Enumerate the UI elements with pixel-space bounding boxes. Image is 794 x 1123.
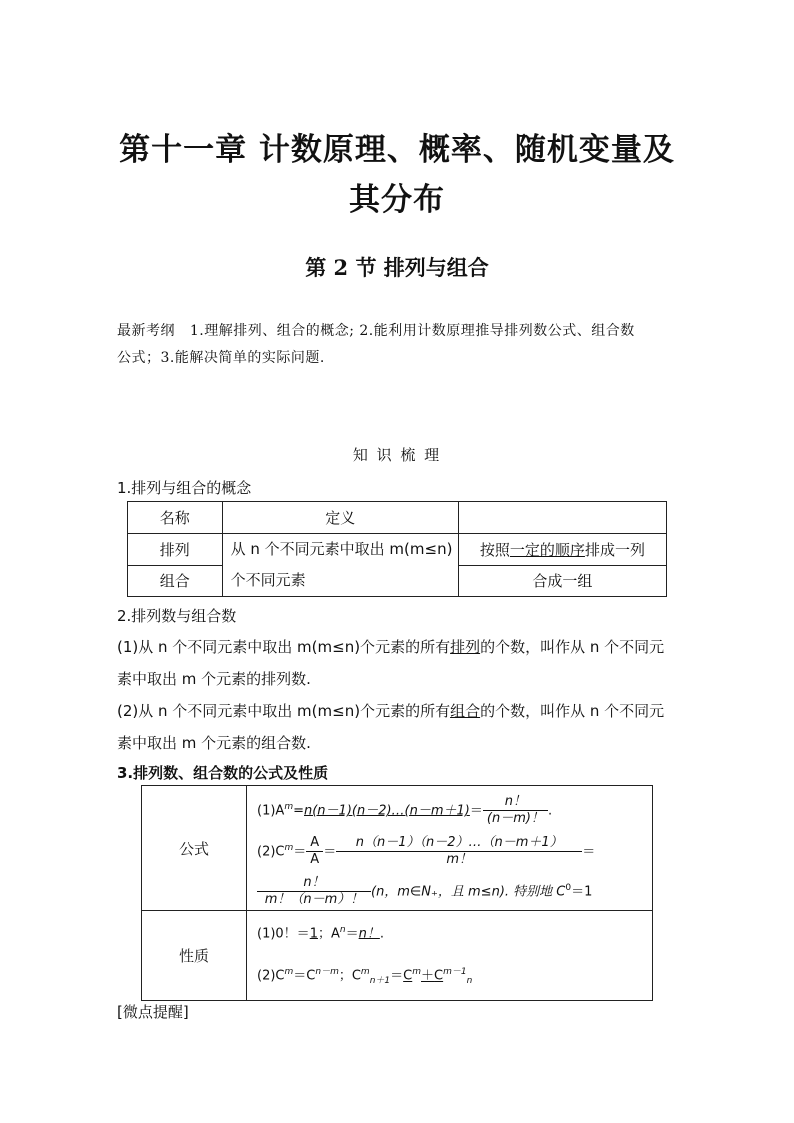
property-line1 — [257, 911, 652, 953]
knowledge-title: 知 识 梳 理 — [352, 446, 442, 464]
p1-a: (1)0！＝ — [257, 926, 310, 942]
section3-title: 3.排列数、组合数的公式及性质 — [117, 764, 329, 782]
syllabus-line2: 公式；3.能解决简单的实际问题. — [117, 350, 325, 366]
header-name: 名称 — [128, 502, 223, 534]
section-title: 第 2 节 排列与组合 — [305, 255, 489, 280]
s2-p1-c: 素中取出 m 个元素的排列数. — [117, 670, 311, 688]
chapter-title-line2: 其分布 — [349, 182, 445, 218]
p1-underlined1: 1 — [309, 926, 318, 942]
p1-c: ＝ — [345, 926, 359, 942]
p2-b: ＝C — [293, 968, 316, 984]
p1-d: . — [379, 926, 384, 942]
f2-den: m！ — [446, 852, 473, 868]
syllabus-line1: 1.理解排列、组合的概念; 2.能利用计数原理推导排列数公式、组合数 — [189, 323, 635, 339]
p1-sup: n — [339, 925, 346, 935]
row-combination-value: 合成一组 — [458, 565, 666, 597]
s2-p1-b: 的个数，叫作从 n 个不同元 — [480, 638, 665, 656]
row-combination-name: 组合 — [128, 565, 223, 597]
p1-underlined2: n！ — [358, 926, 380, 942]
p2-a: (2)C — [257, 968, 285, 984]
f2-end-eq: ＝ — [582, 844, 596, 860]
perm-pre: 按照 — [479, 540, 510, 559]
formula-line1 — [257, 786, 652, 828]
syllabus-label: 最新考纲 — [117, 323, 175, 339]
property-label: 性质 — [142, 911, 247, 1001]
section1-title: 1.排列与组合的概念 — [117, 479, 252, 497]
p2-sub1: n＋1 — [369, 976, 391, 987]
f2-eq: ＝ — [293, 844, 307, 860]
row-permutation-name: 排列 — [128, 534, 223, 566]
f2-fraction — [336, 835, 582, 868]
s2-p2-a: (2)从 n 个不同元素中取出 m(m≤n)个元素的所有 — [117, 702, 451, 720]
tip-heading: [微点提醒] — [117, 1003, 189, 1021]
f1-end: . — [547, 803, 553, 819]
f3-den: m！（n－m）！ — [264, 892, 364, 908]
syllabus — [117, 318, 682, 372]
f3-end: ＝1 — [571, 884, 593, 900]
f3-tail: (n，m∈N₊，且 m≤n). 特别地 C — [371, 884, 566, 900]
definition-part1: 从 n 个不同元素中取出 m(m≤n) — [230, 540, 453, 558]
p2-sup4: m — [412, 967, 422, 978]
f2-sup: m — [284, 843, 294, 853]
perm-post: 排成一列 — [584, 540, 645, 559]
f1-product: n(n－1)(n－2)…(n－m＋1) — [304, 803, 470, 819]
p2-sup2: n－m — [315, 967, 339, 978]
p2-c: ；C — [338, 968, 361, 984]
f2-small-den: A — [310, 852, 320, 868]
s2-p2-c: 素中取出 m 个元素的组合数. — [117, 734, 311, 752]
concept-table — [127, 501, 667, 597]
header-empty — [458, 502, 666, 534]
row-permutation-value — [458, 534, 666, 566]
f3-fraction — [257, 875, 371, 908]
perm-underlined: 一定的顺序 — [509, 540, 585, 559]
formula-line3 — [257, 868, 652, 908]
f3-num: n！ — [257, 875, 371, 892]
p2-sup1: m — [284, 967, 294, 978]
property-cell — [247, 911, 653, 1001]
f1-den: (n－m)！ — [486, 811, 544, 827]
p1-b: ；A — [317, 926, 340, 942]
p2-d: ＝ — [390, 968, 404, 984]
formula-table — [141, 785, 653, 1001]
f2-num: n（n－1）（n－2）…（n－m＋1） — [336, 835, 582, 852]
f3-sup: 0 — [565, 883, 572, 893]
s2-p2-underlined: 组合 — [450, 702, 481, 720]
f1-num: n！ — [483, 794, 548, 811]
f1-prefix: (1)A — [257, 803, 285, 819]
s2-p2-b: 的个数，叫作从 n 个不同元 — [480, 702, 665, 720]
p2-underlined2: C — [434, 968, 444, 984]
f2-prefix: (2)C — [257, 844, 285, 860]
f2-small-fraction — [306, 835, 323, 868]
f2-small-num: A — [306, 835, 323, 852]
property-line2 — [257, 953, 652, 1000]
f1-sup: m — [284, 802, 294, 812]
p2-sub2: n — [466, 976, 473, 987]
f1-eq: = — [293, 803, 304, 819]
f1-fraction — [483, 794, 548, 827]
p2-plus: ＋ — [421, 968, 435, 984]
p2-underlined1: C — [403, 968, 413, 984]
s2-p1-underlined: 排列 — [450, 638, 481, 656]
formula-cell — [247, 786, 653, 911]
chapter-title-line1: 第十一章 计数原理、概率、随机变量及 — [119, 132, 675, 168]
p2-sup5: m－1 — [443, 967, 467, 978]
section2-body — [117, 631, 682, 759]
p2-sup3: m — [360, 967, 370, 978]
formula-line2 — [257, 828, 652, 868]
f2-eq2: ＝ — [323, 844, 337, 860]
formula-label: 公式 — [142, 786, 247, 911]
f1-eq2: ＝ — [469, 803, 483, 819]
s2-p1-a: (1)从 n 个不同元素中取出 m(m≤n)个元素的所有 — [117, 638, 451, 656]
header-definition: 定义 — [222, 502, 458, 534]
section2-title: 2.排列数与组合数 — [117, 607, 237, 625]
definition-part2: 个不同元素 — [230, 571, 306, 589]
definition-cell — [222, 534, 458, 597]
